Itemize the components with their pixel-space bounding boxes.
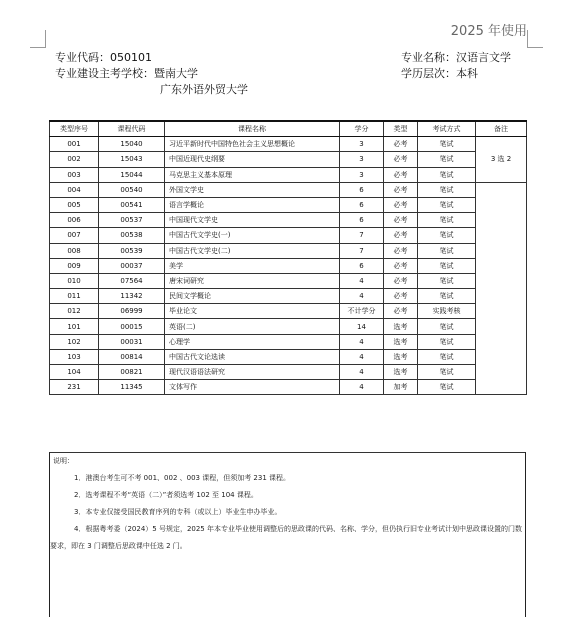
table-cell: 笔试 (418, 197, 476, 212)
table-row (50, 167, 527, 182)
table-cell: 加考 (384, 380, 418, 395)
table-cell: 笔试 (418, 380, 476, 395)
table-header-row (50, 121, 527, 137)
table-cell: 实践考核 (418, 304, 476, 319)
table-cell: 毕业论文 (165, 304, 340, 319)
notes-title: 说明： (53, 457, 74, 465)
table-cell: 00814 (99, 349, 165, 364)
table-cell: 必考 (384, 243, 418, 258)
course-table (49, 120, 527, 395)
table-cell: 笔试 (418, 137, 476, 152)
table-cell: 必考 (384, 273, 418, 288)
table-cell: 心理学 (165, 334, 340, 349)
table-cell: 00540 (99, 182, 165, 197)
table-cell: 6 (340, 182, 384, 197)
table-cell: 必考 (384, 289, 418, 304)
table-cell: 003 (50, 167, 99, 182)
table-cell: 012 (50, 304, 99, 319)
table-cell: 00031 (99, 334, 165, 349)
table-cell: 00015 (99, 319, 165, 334)
column-header: 课程代码 (99, 121, 165, 137)
table-cell: 6 (340, 213, 384, 228)
table-cell: 中国古代文学史(二) (165, 243, 340, 258)
table-cell: 必考 (384, 137, 418, 152)
school-line-1: 专业建设主考学校：暨南大学 (55, 67, 198, 80)
note-item: 4．根据粤考委（2024）5 号规定，2025 年本专业毕业使用调整后的思政课的代码、名称、学分，但仍执行旧专业考试计划中思政课设置的门数要求，即在 3 门调整后思政课中任选 2 门。 (50, 525, 522, 550)
note-item: 1．港澳台考生可不考 001、002 、003 课程，但须加考 231 课程。 (74, 474, 291, 482)
major-code: 专业代码：050101 (55, 51, 152, 64)
school-line-2: 广东外语外贸大学 (160, 83, 248, 96)
table-cell: 必考 (384, 304, 418, 319)
table-cell: 3 (340, 152, 384, 167)
table-cell: 文体写作 (165, 380, 340, 395)
table-cell: 选考 (384, 349, 418, 364)
remark-cell: 3 选 2 (476, 137, 527, 183)
table-cell: 008 (50, 243, 99, 258)
table-cell: 007 (50, 228, 99, 243)
table-cell: 15043 (99, 152, 165, 167)
table-cell: 必考 (384, 228, 418, 243)
table-cell: 4 (340, 334, 384, 349)
table-cell: 笔试 (418, 167, 476, 182)
table-row (50, 258, 527, 273)
table-row (50, 213, 527, 228)
column-header: 学分 (340, 121, 384, 137)
table-cell: 必考 (384, 197, 418, 212)
table-cell: 英语(二) (165, 319, 340, 334)
column-header: 类型序号 (50, 121, 99, 137)
table-cell: 中国近现代史纲要 (165, 152, 340, 167)
table-cell: 104 (50, 365, 99, 380)
table-cell: 习近平新时代中国特色社会主义思想概论 (165, 137, 340, 152)
table-cell: 语言学概论 (165, 197, 340, 212)
crop-mark (527, 30, 528, 48)
note-item: 3．本专业仅接受国民教育序列的专科（或以上）毕业生申办毕业。 (74, 508, 282, 516)
table-cell: 必考 (384, 213, 418, 228)
table-cell: 笔试 (418, 289, 476, 304)
table-cell: 6 (340, 197, 384, 212)
table-row (50, 380, 527, 395)
table-cell: 马克思主义基本原理 (165, 167, 340, 182)
table-cell: 4 (340, 380, 384, 395)
remark-cell-empty (476, 182, 527, 395)
table-cell: 011 (50, 289, 99, 304)
table-cell: 231 (50, 380, 99, 395)
table-cell: 笔试 (418, 258, 476, 273)
table-cell: 00821 (99, 365, 165, 380)
note-item: 2．选考课程不考“英语（二）”者须选考 102 至 104 课程。 (74, 491, 258, 499)
table-cell: 3 (340, 137, 384, 152)
column-header: 类型 (384, 121, 418, 137)
table-row (50, 319, 527, 334)
table-row (50, 289, 527, 304)
major-name: 专业名称：汉语言文学 (401, 51, 511, 64)
year-label: 2025 年使用 (450, 24, 527, 39)
table-row (50, 228, 527, 243)
table-cell: 笔试 (418, 182, 476, 197)
table-cell: 笔试 (418, 365, 476, 380)
table-cell: 102 (50, 334, 99, 349)
table-cell: 4 (340, 349, 384, 364)
table-cell: 现代汉语语法研究 (165, 365, 340, 380)
table-cell: 11342 (99, 289, 165, 304)
table-cell: 7 (340, 243, 384, 258)
table-cell: 笔试 (418, 273, 476, 288)
table-cell: 006 (50, 213, 99, 228)
crop-mark (30, 47, 46, 48)
header-left (55, 50, 248, 98)
table-cell: 004 (50, 182, 99, 197)
column-header: 备注 (476, 121, 527, 137)
table-cell: 005 (50, 197, 99, 212)
table-cell: 笔试 (418, 349, 476, 364)
table-cell: 不计学分 (340, 304, 384, 319)
table-cell: 笔试 (418, 243, 476, 258)
table-body (50, 137, 527, 395)
table-cell: 15044 (99, 167, 165, 182)
table-cell: 中国古代文学史(一) (165, 228, 340, 243)
table-cell: 06999 (99, 304, 165, 319)
table-cell: 4 (340, 289, 384, 304)
table-cell: 必考 (384, 167, 418, 182)
table-cell: 笔试 (418, 228, 476, 243)
table-cell: 14 (340, 319, 384, 334)
column-header: 考试方式 (418, 121, 476, 137)
table-cell: 必考 (384, 182, 418, 197)
table-cell: 010 (50, 273, 99, 288)
table-row (50, 334, 527, 349)
table-row (50, 273, 527, 288)
table-cell: 101 (50, 319, 99, 334)
table-row (50, 304, 527, 319)
table-cell: 4 (340, 273, 384, 288)
table-row (50, 197, 527, 212)
table-cell: 笔试 (418, 319, 476, 334)
table-cell: 00537 (99, 213, 165, 228)
table-row (50, 365, 527, 380)
table-cell: 笔试 (418, 152, 476, 167)
table-cell: 7 (340, 228, 384, 243)
crop-mark (45, 30, 46, 48)
table-cell: 15040 (99, 137, 165, 152)
table-cell: 必考 (384, 152, 418, 167)
table-cell: 唐宋词研究 (165, 273, 340, 288)
table-cell: 00541 (99, 197, 165, 212)
table-cell: 4 (340, 365, 384, 380)
table-cell: 选考 (384, 365, 418, 380)
table-cell: 民间文学概论 (165, 289, 340, 304)
table-cell: 选考 (384, 319, 418, 334)
table-cell: 00538 (99, 228, 165, 243)
crop-mark (527, 47, 543, 48)
education-level: 学历层次：本科 (401, 67, 478, 80)
table-row (50, 243, 527, 258)
table-cell: 外国文学史 (165, 182, 340, 197)
notes-section (49, 452, 526, 617)
table-cell: 美学 (165, 258, 340, 273)
header-right (401, 50, 511, 82)
table-cell: 笔试 (418, 334, 476, 349)
table-cell: 6 (340, 258, 384, 273)
table-cell: 中国现代文学史 (165, 213, 340, 228)
table-cell: 002 (50, 152, 99, 167)
table-cell: 必考 (384, 258, 418, 273)
table-cell: 11345 (99, 380, 165, 395)
table-cell: 笔试 (418, 213, 476, 228)
table-cell: 选考 (384, 334, 418, 349)
column-header: 课程名称 (165, 121, 340, 137)
table-cell: 中国古代文论选读 (165, 349, 340, 364)
table-cell: 07564 (99, 273, 165, 288)
table-cell: 009 (50, 258, 99, 273)
table-cell: 00539 (99, 243, 165, 258)
table-row (50, 349, 527, 364)
table-cell: 001 (50, 137, 99, 152)
table-row (50, 137, 527, 152)
table-cell: 103 (50, 349, 99, 364)
table-cell: 3 (340, 167, 384, 182)
table-row (50, 182, 527, 197)
table-cell: 00037 (99, 258, 165, 273)
table-row (50, 152, 527, 167)
